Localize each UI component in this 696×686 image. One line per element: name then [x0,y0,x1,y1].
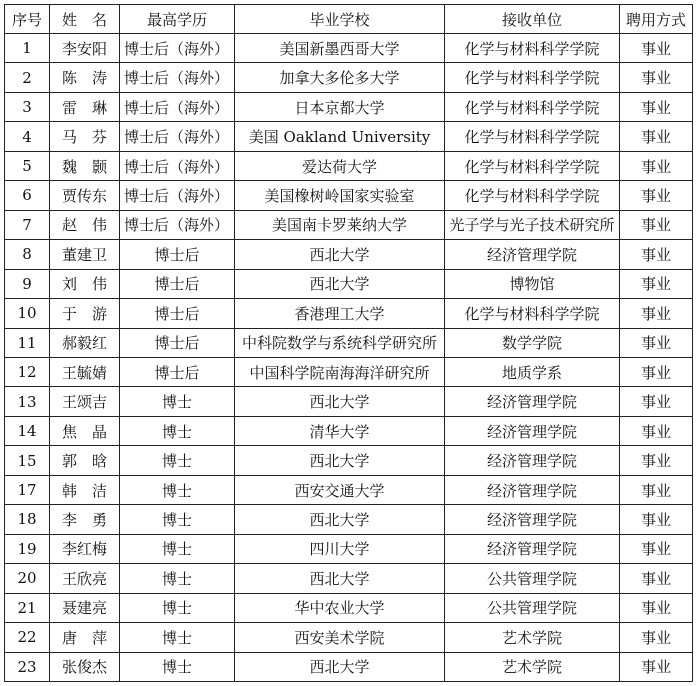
cell-school: 西北大学 [235,652,445,681]
cell-serial: 9 [5,269,50,298]
header-unit: 接收单位 [445,5,620,34]
cell-employment: 事业 [620,475,693,504]
cell-school: 日本京都大学 [235,92,445,121]
cell-degree: 博士 [120,652,235,681]
cell-employment: 事业 [620,328,693,357]
cell-name: 张俊杰 [50,652,120,681]
cell-unit: 化学与材料科学学院 [445,122,620,151]
cell-school: 西北大学 [235,505,445,534]
cell-school: 西北大学 [235,240,445,269]
cell-unit: 经济管理学院 [445,534,620,563]
cell-unit: 化学与材料科学学院 [445,92,620,121]
cell-serial: 3 [5,92,50,121]
cell-school: 美国南卡罗莱纳大学 [235,210,445,239]
cell-unit: 公共管理学院 [445,564,620,593]
cell-degree: 博士后（海外） [120,63,235,92]
cell-name: 郭 晗 [50,446,120,475]
cell-unit: 博物馆 [445,269,620,298]
cell-school: 四川大学 [235,534,445,563]
table-row [5,122,693,151]
table-body [5,34,693,682]
cell-name: 雷 琳 [50,92,120,121]
table-row [5,446,693,475]
cell-school: 加拿大多伦多大学 [235,63,445,92]
cell-name: 王欣亮 [50,564,120,593]
cell-school: 西北大学 [235,269,445,298]
cell-name: 贾传东 [50,181,120,210]
cell-serial: 8 [5,240,50,269]
cell-name: 郝毅红 [50,328,120,357]
cell-employment: 事业 [620,299,693,328]
cell-school: 中国科学院南海海洋研究所 [235,357,445,386]
table-row [5,240,693,269]
cell-unit: 化学与材料科学学院 [445,63,620,92]
cell-serial: 23 [5,652,50,681]
table-row [5,151,693,180]
table-row [5,505,693,534]
header-serial: 序号 [5,5,50,34]
cell-employment: 事业 [620,357,693,386]
cell-school: 美国 Oakland University [235,122,445,151]
cell-serial: 21 [5,593,50,622]
table-row [5,652,693,681]
cell-employment: 事业 [620,593,693,622]
header-employment: 聘用方式 [620,5,693,34]
cell-unit: 化学与材料科学学院 [445,34,620,63]
cell-degree: 博士 [120,475,235,504]
table-row [5,534,693,563]
cell-school: 美国新墨西哥大学 [235,34,445,63]
cell-name: 韩 洁 [50,475,120,504]
cell-employment: 事业 [620,122,693,151]
cell-serial: 4 [5,122,50,151]
table-row [5,63,693,92]
table-row [5,416,693,445]
cell-serial: 17 [5,475,50,504]
cell-degree: 博士后 [120,269,235,298]
cell-degree: 博士后（海外） [120,181,235,210]
cell-degree: 博士 [120,623,235,652]
cell-serial: 10 [5,299,50,328]
cell-degree: 博士后（海外） [120,122,235,151]
table-row [5,357,693,386]
header-school: 毕业学校 [235,5,445,34]
cell-unit: 光子学与光子技术研究所 [445,210,620,239]
table-row [5,299,693,328]
cell-unit: 经济管理学院 [445,240,620,269]
cell-serial: 13 [5,387,50,416]
cell-employment: 事业 [620,34,693,63]
cell-employment: 事业 [620,505,693,534]
cell-name: 于 游 [50,299,120,328]
cell-degree: 博士 [120,416,235,445]
cell-serial: 18 [5,505,50,534]
cell-serial: 5 [5,151,50,180]
cell-school: 西安交通大学 [235,475,445,504]
cell-serial: 12 [5,357,50,386]
cell-unit: 经济管理学院 [445,416,620,445]
staff-table [4,4,693,682]
cell-employment: 事业 [620,652,693,681]
cell-unit: 公共管理学院 [445,593,620,622]
cell-serial: 22 [5,623,50,652]
cell-name: 赵 伟 [50,210,120,239]
cell-degree: 博士后 [120,240,235,269]
header-degree: 最高学历 [120,5,235,34]
cell-school: 西安美术学院 [235,623,445,652]
table-row [5,269,693,298]
cell-unit: 经济管理学院 [445,475,620,504]
cell-employment: 事业 [620,446,693,475]
cell-name: 唐 萍 [50,623,120,652]
cell-name: 王颂吉 [50,387,120,416]
table-row [5,623,693,652]
cell-degree: 博士 [120,534,235,563]
cell-employment: 事业 [620,151,693,180]
table-row [5,593,693,622]
cell-school: 香港理工大学 [235,299,445,328]
cell-name: 李 勇 [50,505,120,534]
cell-unit: 化学与材料科学学院 [445,299,620,328]
cell-serial: 1 [5,34,50,63]
table-header-row [5,5,693,34]
cell-employment: 事业 [620,269,693,298]
cell-degree: 博士后（海外） [120,151,235,180]
header-name: 姓 名 [50,5,120,34]
cell-degree: 博士后（海外） [120,92,235,121]
cell-unit: 化学与材料科学学院 [445,181,620,210]
cell-unit: 艺术学院 [445,623,620,652]
cell-unit: 经济管理学院 [445,505,620,534]
cell-serial: 19 [5,534,50,563]
cell-serial: 14 [5,416,50,445]
cell-degree: 博士 [120,387,235,416]
cell-degree: 博士后 [120,357,235,386]
cell-serial: 7 [5,210,50,239]
cell-unit: 化学与材料科学学院 [445,151,620,180]
cell-employment: 事业 [620,240,693,269]
cell-unit: 艺术学院 [445,652,620,681]
cell-degree: 博士 [120,593,235,622]
cell-unit: 数学学院 [445,328,620,357]
table-row [5,387,693,416]
cell-name: 聂建亮 [50,593,120,622]
cell-employment: 事业 [620,63,693,92]
cell-school: 美国橡树岭国家实验室 [235,181,445,210]
cell-employment: 事业 [620,534,693,563]
table-row [5,328,693,357]
cell-unit: 经济管理学院 [445,446,620,475]
cell-employment: 事业 [620,210,693,239]
cell-school: 西北大学 [235,387,445,416]
cell-employment: 事业 [620,416,693,445]
cell-school: 爱达荷大学 [235,151,445,180]
cell-serial: 15 [5,446,50,475]
cell-school: 西北大学 [235,446,445,475]
cell-degree: 博士 [120,446,235,475]
cell-employment: 事业 [620,387,693,416]
cell-serial: 6 [5,181,50,210]
cell-degree: 博士后 [120,328,235,357]
cell-degree: 博士 [120,505,235,534]
cell-name: 李红梅 [50,534,120,563]
cell-serial: 2 [5,63,50,92]
cell-school: 中科院数学与系统科学研究所 [235,328,445,357]
cell-school: 清华大学 [235,416,445,445]
table-row [5,475,693,504]
cell-unit: 经济管理学院 [445,387,620,416]
cell-degree: 博士后（海外） [120,34,235,63]
table-row [5,181,693,210]
table-row [5,210,693,239]
cell-degree: 博士 [120,564,235,593]
cell-employment: 事业 [620,564,693,593]
cell-degree: 博士后 [120,299,235,328]
cell-name: 魏 颢 [50,151,120,180]
cell-unit: 地质学系 [445,357,620,386]
cell-name: 董建卫 [50,240,120,269]
table-row [5,34,693,63]
cell-name: 刘 伟 [50,269,120,298]
cell-serial: 11 [5,328,50,357]
cell-employment: 事业 [620,181,693,210]
cell-school: 西北大学 [235,564,445,593]
cell-employment: 事业 [620,92,693,121]
table-row [5,564,693,593]
cell-name: 马 芬 [50,122,120,151]
table-row [5,92,693,121]
cell-employment: 事业 [620,623,693,652]
cell-name: 陈 涛 [50,63,120,92]
cell-name: 焦 晶 [50,416,120,445]
cell-serial: 20 [5,564,50,593]
cell-name: 李安阳 [50,34,120,63]
cell-name: 王毓婧 [50,357,120,386]
cell-school: 华中农业大学 [235,593,445,622]
cell-degree: 博士后（海外） [120,210,235,239]
